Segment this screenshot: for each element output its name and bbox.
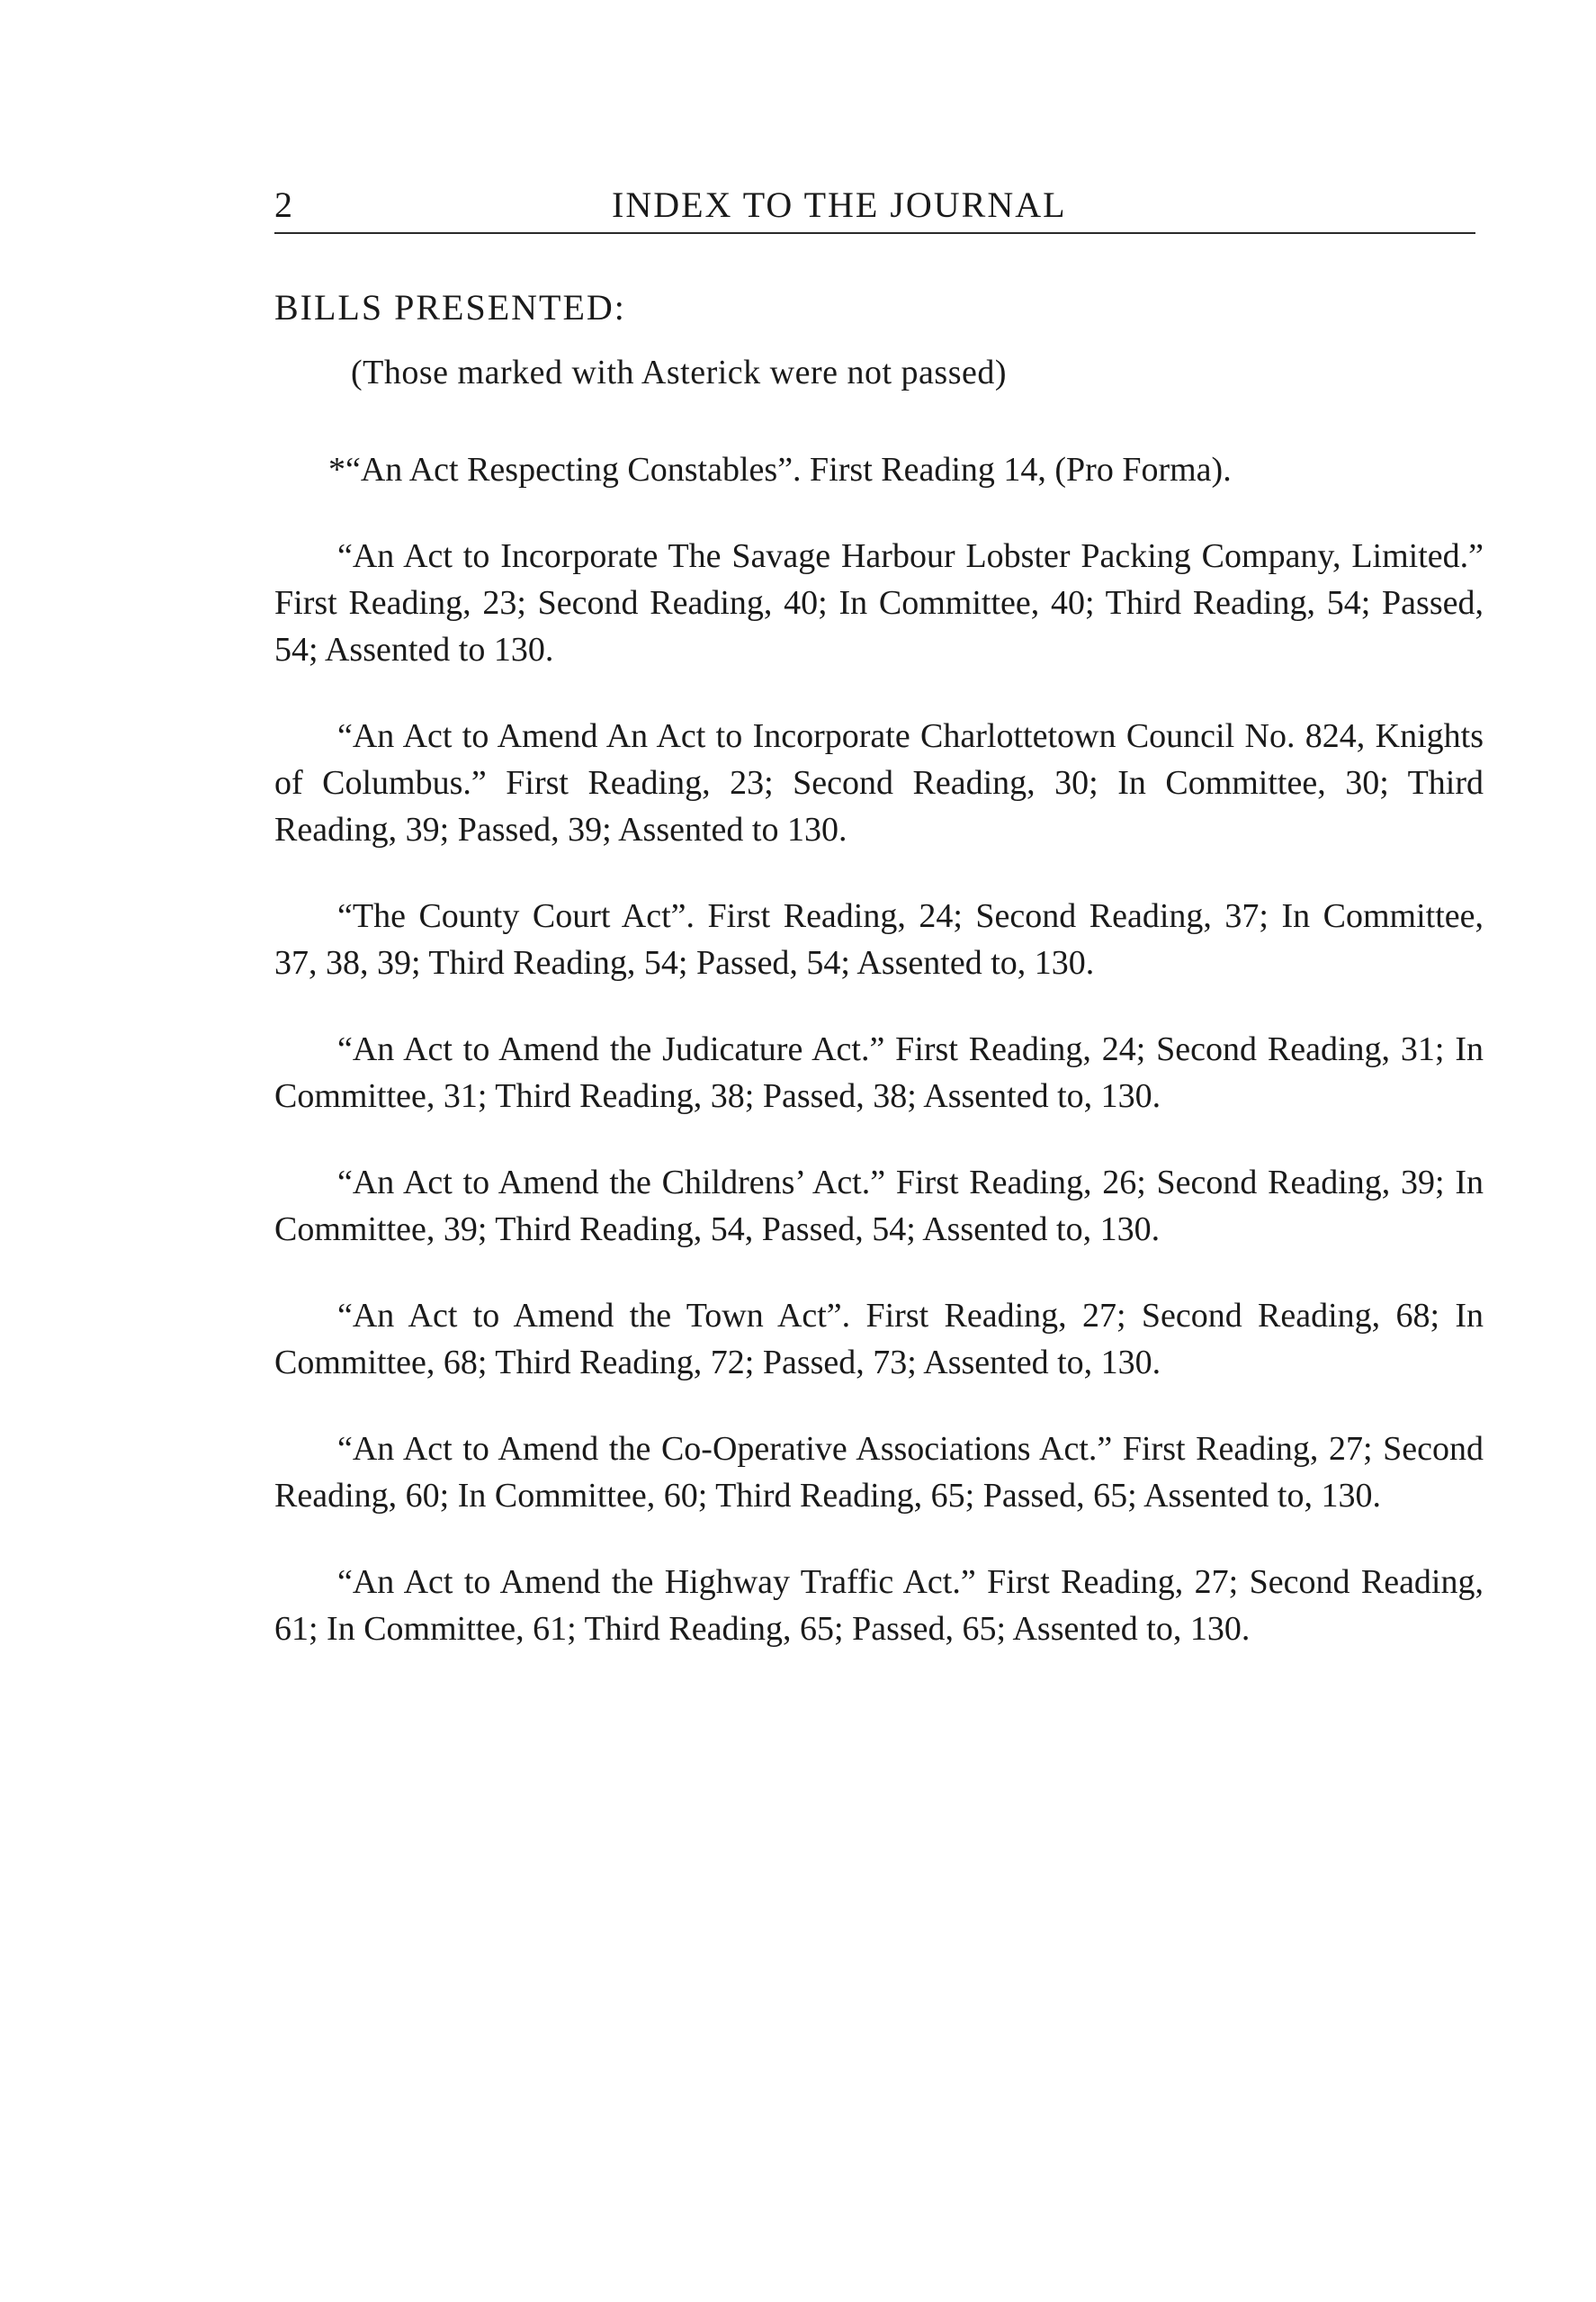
bill-entry: “The County Court Act”. First Reading, 24; Second Reading, 37; In Committee, 37, 38, 39; Third Reading, 54; Passed, 54; Assented to, 130. <box>274 897 1484 982</box>
bill-entry: “An Act to Amend the Town Act”. First Reading, 27; Second Reading, 68; In Committee, 68; Third Reading, 72; Passed, 73; Assented to, 130. <box>274 1297 1484 1381</box>
bill-entry: “An Act to Amend the Childrens’ Act.” First Reading, 26; Second Reading, 39; In Committee, 39; Third Reading, 54, Passed, 54; Assented to, 130. <box>274 1164 1484 1248</box>
bill-entry: “An Act to Amend the Highway Traffic Act.” First Reading, 27; Second Reading, 61; In Committee, 61; Third Reading, 65; Passed, 65; Assented to, 130. <box>274 1563 1484 1648</box>
bill-entry: “An Act to Amend the Co-Operative Associations Act.” First Reading, 27; Second Reading, 60; In Committee, 60; Third Reading, 65; Passed, 65; Assented to, 130. <box>274 1430 1484 1515</box>
page-header <box>274 180 1475 234</box>
header-rule <box>274 232 1475 234</box>
page-number: 2 <box>274 184 293 225</box>
running-title: INDEX TO THE JOURNAL <box>612 184 1067 225</box>
bill-entry: “An Act to Incorporate The Savage Harbour Lobster Packing Company, Limited.” First Reading, 23; Second Reading, 40; In Committee, 40; Third Reading, 54; Passed, 54; Assented to 130. <box>274 537 1484 669</box>
section-heading: BILLS PRESENTED: <box>274 287 626 328</box>
bill-entries <box>274 446 1484 1692</box>
bill-entry: “An Act to Amend the Judicature Act.” First Reading, 24; Second Reading, 31; In Committee, 31; Third Reading, 38; Passed, 38; Assented to, 130. <box>274 1030 1484 1115</box>
bill-entry: *“An Act Respecting Constables”. First Reading 14, (Pro Forma). <box>328 451 1232 489</box>
asterisk-note: (Those marked with Asterick were not passed) <box>351 354 1008 391</box>
bill-entry: “An Act to Amend An Act to Incorporate Charlottetown Council No. 824, Knights of Columbus.” First Reading, 23; Second Reading, 30; In Committee, 30; Third Reading, 39; Passed, 39; Assented to 130. <box>274 717 1484 849</box>
